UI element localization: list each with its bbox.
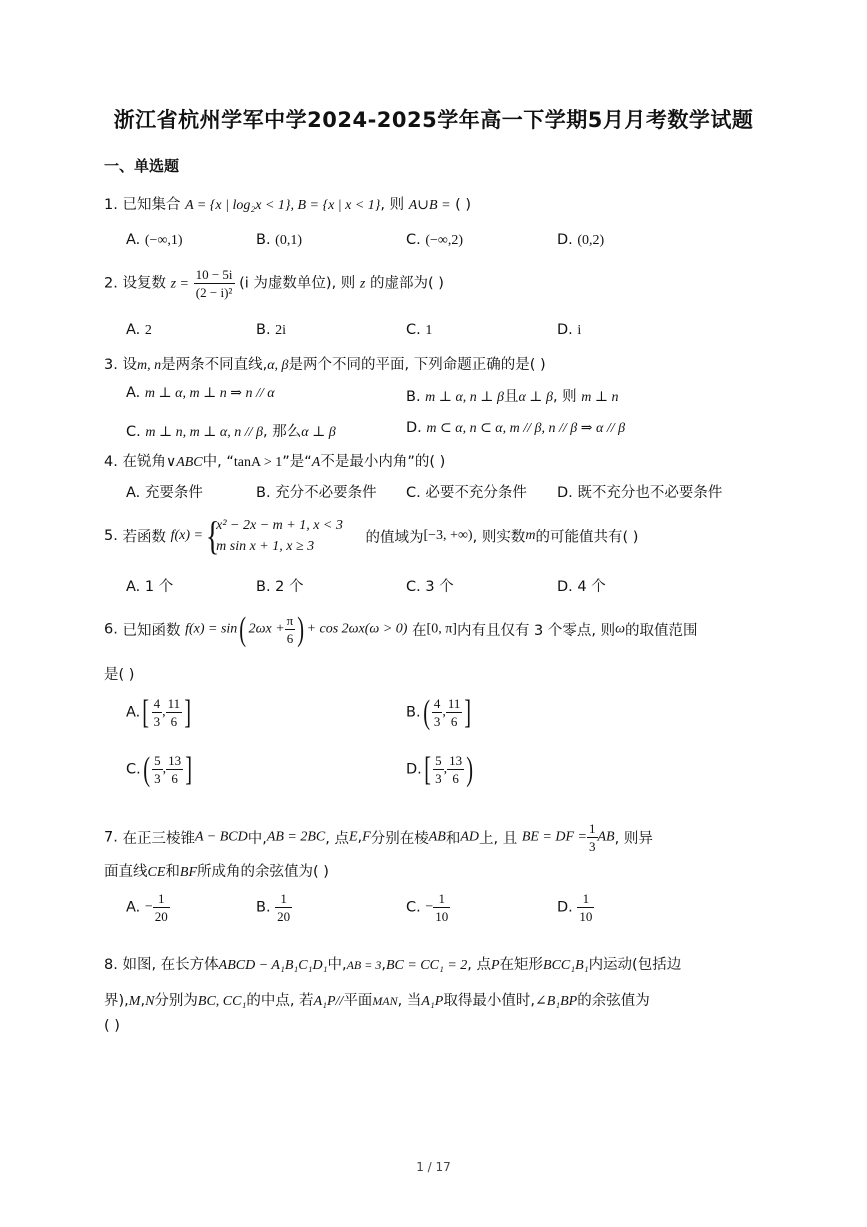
bracket-right: ]	[185, 750, 193, 788]
q3-option-a	[126, 385, 275, 402]
q5-range: [−3, +∞)	[423, 528, 473, 543]
option-label: A.	[126, 704, 141, 721]
q7-option-b	[256, 890, 292, 925]
q5-option-c	[406, 575, 454, 596]
fraction-denominator: 6	[286, 631, 294, 646]
q8-number: 8.	[104, 957, 118, 973]
fraction-numerator: 1	[153, 890, 170, 908]
bracket-left: (	[422, 693, 430, 731]
fraction-denominator: 3	[589, 839, 596, 854]
option-value: 充要条件	[144, 485, 203, 501]
q7-option-c	[406, 890, 450, 925]
option-label: C.	[406, 579, 421, 595]
fraction-numerator: 13	[168, 753, 182, 768]
fraction	[275, 890, 292, 925]
q7-option-a	[126, 890, 170, 925]
fraction-numerator: 1	[275, 890, 292, 908]
option-value: 充分不必要条件	[275, 485, 377, 501]
q7-math: E	[348, 829, 358, 845]
q3-text: 是两个不同的平面, 下列命题正确的是( )	[288, 357, 546, 373]
page-number: 1 / 17	[416, 1160, 451, 1174]
option-text: , 那么	[263, 424, 302, 440]
option-label: C.	[406, 899, 421, 916]
q8-math: BC = CC₁ = 2	[385, 958, 468, 973]
option-label: C.	[126, 424, 141, 440]
fraction	[446, 695, 463, 730]
fraction-denominator: 3	[154, 771, 161, 786]
q7-math: AB = 2BC	[266, 829, 326, 845]
q6-math: f(x) = sin	[185, 621, 238, 637]
q6-pi-fraction	[285, 612, 296, 647]
fraction-numerator: 10 − 5i	[195, 267, 233, 282]
q4-number: 4.	[104, 454, 118, 470]
q6-text: 内有且仅有 3 个零点, 则	[456, 623, 616, 639]
q6-math: ω	[615, 621, 626, 637]
option-math: α ⊥ β	[301, 425, 336, 440]
q3-option-b	[406, 385, 619, 406]
q8-text: 中,	[327, 957, 347, 973]
q4-option-a	[126, 481, 203, 502]
q7-text: 所成角的余弦值为( )	[197, 864, 329, 880]
q7-text: 中,	[247, 831, 267, 847]
option-value: 既不充分也不必要条件	[577, 485, 723, 501]
q5-option-a	[126, 575, 173, 596]
option-label: B.	[256, 232, 271, 248]
q4-math: tanA > 1	[233, 455, 283, 470]
fraction-numerator: 11	[447, 696, 461, 711]
option-label: C.	[406, 485, 421, 501]
option-label: A.	[126, 322, 141, 338]
option-value: i	[577, 323, 582, 338]
q1-option-a	[126, 232, 183, 249]
q7-text: 分别在棱	[370, 831, 429, 847]
q5-math: m	[525, 528, 536, 543]
q2-tail: 的虚部为( )	[369, 275, 444, 292]
option-label: B.	[256, 899, 271, 916]
fraction	[166, 695, 183, 730]
q4-math: A	[311, 455, 321, 470]
q8-text: 取得最小值时,	[443, 993, 535, 1009]
q1-text: 已知集合	[122, 197, 181, 213]
q8-text: 如图, 在长方体	[122, 957, 219, 973]
q7-text: , 点	[325, 831, 349, 847]
q8-line-3: ( )	[104, 1018, 120, 1034]
option-math: m ⊥ α, n ⊥ β	[425, 390, 504, 405]
option-label: A.	[126, 232, 141, 248]
option-math: m ⊥ n	[581, 390, 619, 405]
option-value: 3 个	[425, 579, 454, 595]
option-value: 必要不充分条件	[425, 485, 527, 501]
option-value: 2	[144, 323, 152, 338]
option-label: B.	[256, 579, 271, 595]
q6-text: 已知函数	[122, 623, 181, 639]
fraction	[433, 890, 450, 925]
q8-text: 分别为	[154, 993, 198, 1009]
q4-text: 中, “	[202, 454, 234, 470]
fraction	[433, 752, 444, 787]
fraction-denominator: 3	[153, 714, 161, 729]
fraction-numerator: π	[286, 613, 294, 628]
fraction-denominator: 6	[450, 714, 458, 729]
option-math: m ⊥ n, m ⊥ α, n // β	[145, 425, 263, 440]
q6-text: 在	[412, 623, 427, 639]
bracket-right: ]	[184, 693, 192, 731]
q1-tail: ( )	[455, 197, 472, 213]
fraction	[577, 890, 594, 925]
q2-lhs: z =	[170, 276, 189, 292]
paren-left-icon: (	[239, 610, 247, 648]
q8-text: 界),	[104, 993, 129, 1009]
q8-text: 内运动(包括边	[588, 957, 682, 973]
q7-math: BE = DF =	[521, 829, 587, 845]
option-value: m ⊂ α, n ⊂ α, m // β, n // β ⇒ α // β	[426, 421, 626, 436]
q2-number: 2.	[104, 275, 118, 292]
option-sign: −	[425, 899, 434, 915]
fraction-numerator: 1	[589, 821, 596, 836]
fraction-numerator: 5	[154, 753, 161, 768]
fraction-numerator: 11	[167, 696, 181, 711]
q4-math: ∨ABC	[165, 455, 203, 470]
q2-option-a	[126, 322, 152, 339]
q8-math: BC, CC₁	[197, 994, 247, 1009]
fraction-denominator: 6	[170, 714, 178, 729]
fraction	[447, 752, 464, 787]
q8-math: ∠B₁BP	[534, 994, 578, 1009]
q8-text: 的余弦值为	[577, 993, 650, 1009]
fraction-numerator: 1	[433, 890, 450, 908]
q6-option-a: A.[ $\frac{4}{3}$ , $\frac{11}{6}$ ]	[126, 693, 192, 731]
q7-text: 和	[445, 831, 461, 847]
q3-number: 3.	[104, 357, 118, 373]
q8-math: A₁P	[421, 994, 444, 1009]
q7-math: A − BCD	[194, 829, 248, 845]
q3-math: m, n	[136, 358, 162, 373]
q8-math: A₁P//	[313, 994, 344, 1009]
option-label: D.	[557, 232, 573, 248]
q6-option-d: D.[ $\frac{5}{3}$ , $\frac{13}{6}$ )	[406, 750, 474, 788]
q6-line-2: 是( )	[104, 667, 135, 683]
q8-math: N	[145, 994, 155, 1009]
q8-math: MAN	[372, 994, 398, 1008]
q8-math: M	[128, 994, 141, 1009]
q8-text: , 点	[467, 957, 491, 973]
q7-line-2	[104, 860, 329, 881]
q5-text: 的值域为	[365, 529, 424, 546]
q2-var: z	[359, 276, 366, 292]
question-5	[104, 515, 638, 557]
brace-icon: {	[205, 513, 220, 558]
q7-text: 面直线	[104, 864, 148, 880]
q7-option-d	[557, 890, 594, 925]
option-text: 且	[503, 389, 519, 405]
q6-option-b: B.( $\frac{4}{3}$ , $\frac{11}{6}$ ]	[406, 693, 472, 731]
option-value: (−∞,2)	[425, 233, 464, 248]
fraction	[432, 695, 443, 730]
option-value: 1 个	[144, 579, 174, 595]
question-6	[104, 612, 698, 647]
q8-math: AB = 3	[346, 958, 382, 972]
q7-math: F	[362, 829, 371, 845]
q4-text: 在锐角	[122, 454, 166, 470]
fraction-denominator: 20	[154, 909, 168, 924]
option-label: B.	[406, 704, 421, 721]
q1-option-b	[256, 232, 302, 249]
fraction-denominator: 3	[435, 771, 442, 786]
q5-option-b	[256, 575, 304, 596]
option-value: (0,1)	[275, 233, 302, 248]
q4-option-b	[256, 481, 377, 502]
q7-math: AB	[428, 829, 446, 845]
q4-option-c	[406, 481, 527, 502]
q8-text: 的中点, 若	[246, 993, 314, 1009]
fraction-numerator: 1	[577, 890, 594, 908]
option-label: C.	[126, 761, 141, 778]
q6-math: + cos 2ωx(ω > 0)	[306, 621, 408, 637]
fraction-numerator: 4	[153, 696, 161, 711]
q5-case-2: m sin x + 1, x ≥ 3	[216, 539, 315, 554]
q1-number: 1.	[104, 197, 118, 213]
q7-number: 7.	[104, 829, 118, 846]
q8-text: ,	[140, 993, 146, 1009]
option-label: B.	[256, 322, 271, 338]
fraction-denominator: 6	[452, 771, 459, 786]
option-value: 4 个	[577, 579, 606, 595]
bracket-left: (	[143, 750, 150, 788]
q1-math: A = {x | log₂x < 1}, B = {x | x < 1}	[185, 198, 381, 213]
fraction-denominator: 6	[171, 771, 178, 786]
question-3	[104, 353, 546, 374]
question-4	[104, 450, 445, 471]
q6-interval: [0, π]	[426, 621, 457, 637]
q3-text: 是两条不同直线,	[161, 357, 268, 373]
q7-math: AD	[460, 829, 479, 845]
option-label: A.	[126, 485, 141, 501]
bracket-right: ]	[464, 693, 472, 731]
option-label: D.	[557, 485, 573, 501]
fraction	[152, 695, 163, 730]
q7-text: 上, 且	[479, 831, 518, 847]
option-label: D.	[406, 761, 422, 778]
q5-case-1: x² − 2x − m + 1, x < 3	[216, 518, 343, 533]
bracket-left: [	[424, 750, 431, 788]
q1-option-c	[406, 232, 463, 249]
q5-option-d	[557, 575, 606, 596]
option-label: D.	[557, 899, 573, 916]
fraction-numerator: 13	[449, 753, 463, 768]
q7-text: ,	[357, 829, 363, 846]
option-label: A.	[126, 899, 141, 916]
q3-math: α, β	[267, 358, 289, 373]
option-label: C.	[406, 232, 421, 248]
option-label: A.	[126, 579, 141, 595]
option-label: A.	[126, 385, 141, 401]
option-label: B.	[256, 485, 271, 501]
question-8	[104, 953, 681, 974]
q8-text: ,	[381, 957, 386, 973]
option-label: C.	[406, 322, 421, 338]
section-heading: 一、单选题	[104, 157, 180, 175]
q8-math: BCC₁B₁	[543, 958, 589, 973]
q2-after: (i 为虚数单位), 则	[239, 275, 356, 292]
q5-number: 5.	[104, 528, 118, 544]
q3-text: 设	[122, 357, 137, 373]
q2-option-d	[557, 322, 581, 339]
option-value: (0,2)	[577, 233, 605, 248]
fraction	[153, 890, 170, 925]
q6-option-c: C.( $\frac{5}{3}$ , $\frac{13}{6}$ ]	[126, 750, 193, 788]
q2-fraction	[194, 266, 235, 301]
question-1	[104, 193, 471, 214]
q6-number: 6.	[104, 621, 118, 638]
q5-text: 的可能值共有( )	[535, 529, 639, 546]
q7-math: CE	[147, 865, 166, 880]
q5-cases	[216, 515, 343, 557]
fraction-denominator: 10	[579, 909, 593, 924]
fraction-denominator: (2 − i)²	[195, 285, 233, 300]
q4-option-d	[557, 481, 722, 502]
option-math: α ⊥ β	[518, 390, 553, 405]
q6-math: 2ωx +	[248, 621, 285, 637]
option-value: (−∞,1)	[144, 233, 183, 248]
question-7	[104, 820, 653, 855]
option-label: D.	[557, 579, 573, 595]
fraction	[152, 752, 163, 787]
fraction-denominator: 10	[435, 909, 449, 924]
option-label: D.	[557, 322, 573, 338]
option-label: D.	[406, 420, 422, 436]
q4-text: ”是“	[282, 454, 312, 470]
paren-right-icon: )	[297, 610, 305, 648]
page-title: 浙江省杭州学军中学2024-2025学年高一下学期5月月考数学试题	[113, 108, 754, 132]
q5-text: , 则实数	[472, 529, 526, 546]
q1-after: , 则	[380, 197, 405, 213]
option-value: 1	[425, 323, 433, 338]
q7-text: , 则异	[614, 831, 653, 847]
bracket-right: )	[466, 750, 474, 788]
q7-math: BF	[179, 865, 197, 880]
q7-math: AB	[597, 829, 615, 845]
q8-math: ABCD − A₁B₁C₁D₁	[218, 958, 328, 973]
bracket-left: [	[142, 693, 150, 731]
option-label: B.	[406, 389, 421, 405]
q1-option-d	[557, 232, 604, 249]
q7-fraction	[587, 820, 598, 855]
q7-text: 在正三棱锥	[122, 831, 195, 847]
q1-math2: A∪B =	[408, 198, 451, 213]
q8-math: P	[490, 958, 500, 973]
q5-text: 若函数	[122, 529, 166, 546]
q7-text: 和	[165, 864, 180, 880]
q4-text: 不是最小内角”的( )	[320, 454, 446, 470]
q8-text: 平面	[343, 993, 373, 1009]
question-2	[104, 266, 444, 301]
option-value: m ⊥ α, m ⊥ n ⇒ n // α	[144, 386, 275, 401]
q3-option-d	[406, 420, 625, 437]
q8-line-2	[104, 989, 650, 1010]
fraction-numerator: 4	[433, 696, 441, 711]
option-value: 2 个	[275, 579, 304, 595]
option-sign: −	[144, 899, 153, 915]
q8-text: , 当	[397, 993, 422, 1009]
q2-text: 设复数	[122, 275, 166, 292]
q2-option-c	[406, 322, 432, 339]
fraction-denominator: 3	[433, 714, 441, 729]
q3-option-c	[126, 420, 336, 441]
option-value: 2i	[275, 323, 287, 338]
q2-option-b	[256, 322, 286, 339]
q6-text: 的取值范围	[625, 623, 698, 639]
fraction-numerator: 5	[435, 753, 442, 768]
option-text: , 则	[552, 389, 577, 405]
fraction	[166, 752, 183, 787]
q8-text: 在矩形	[499, 957, 544, 973]
fraction-denominator: 20	[277, 909, 291, 924]
q5-lhs: f(x) =	[170, 528, 203, 543]
